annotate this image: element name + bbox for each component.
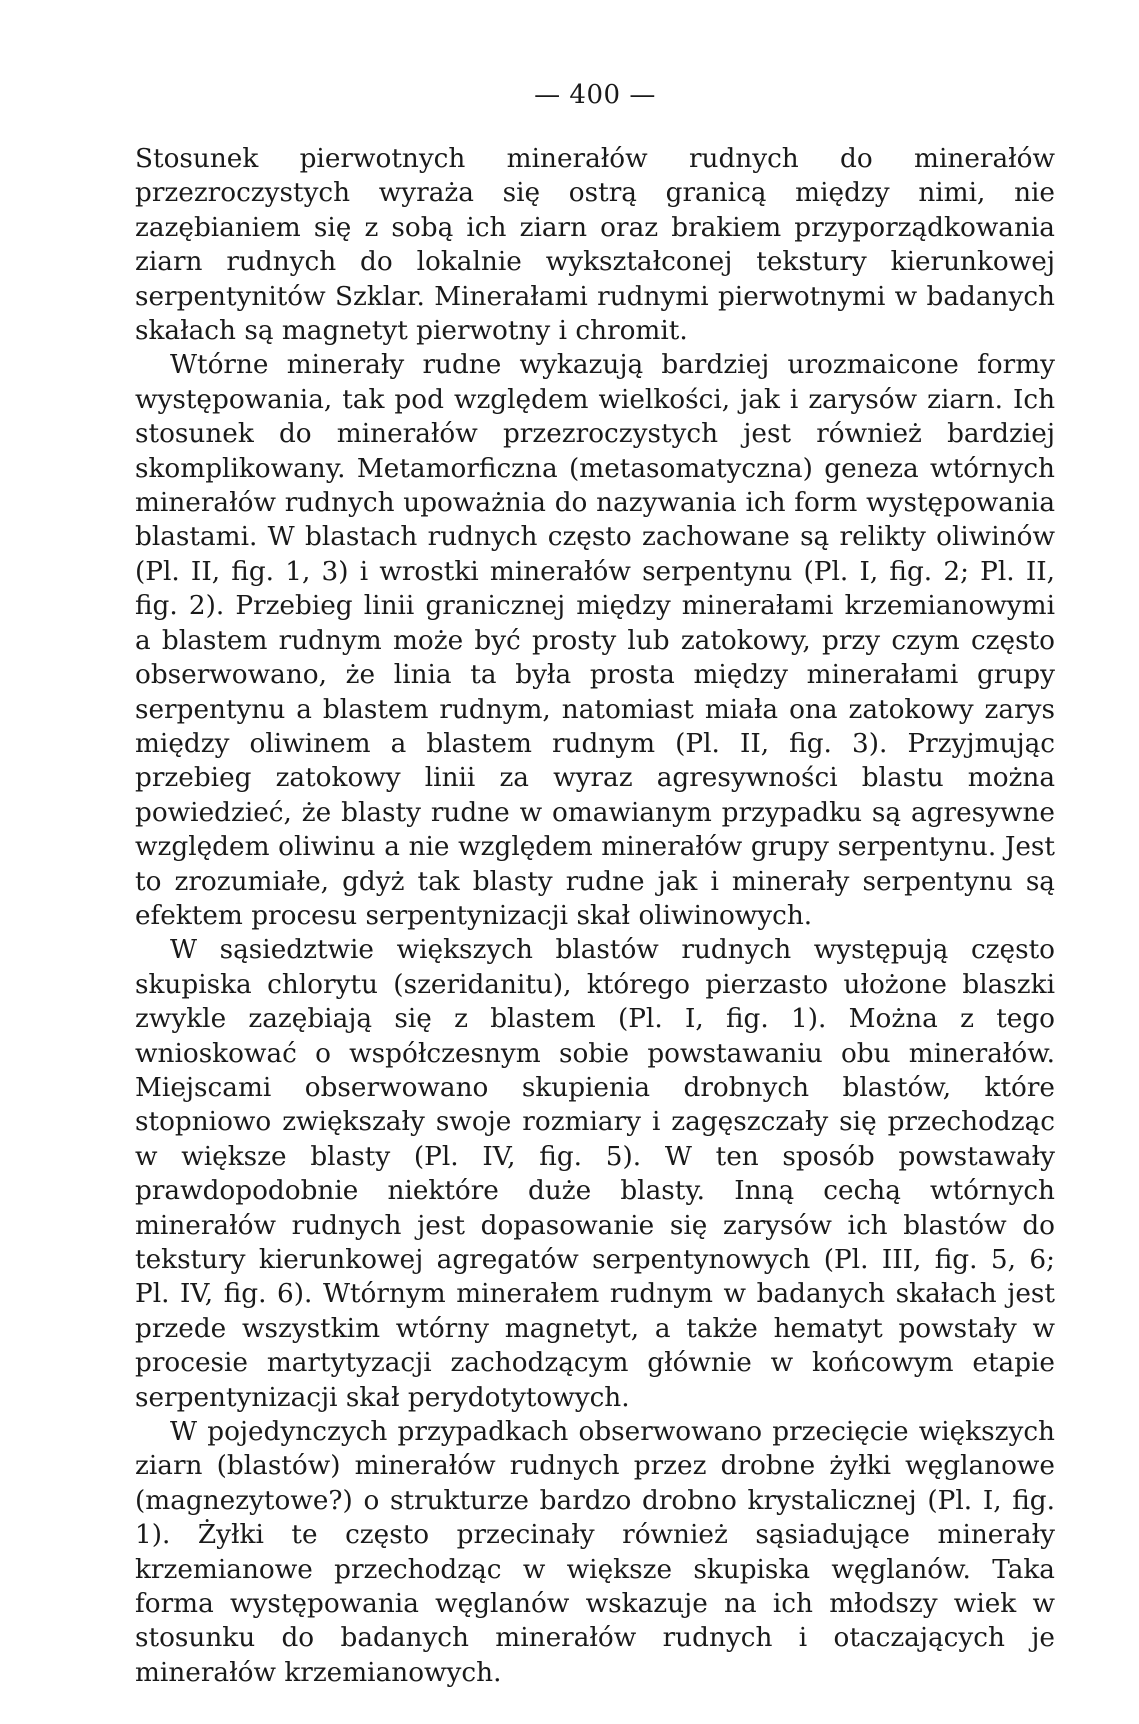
paragraph-1: Stosunek pierwotnych minerałów rudnych do minerałów przezroczystych wyraża się ostrą granicą między nimi, nie zazębianiem się z sobą ich ziarn oraz brakiem przyporządkowania ziarn rudnych do lokalnie wykształconej tekstury kierunkowej serpentynitów Szklar. Minerałami rudnymi pierwotnymi w badanych skałach są magnetyt pierwotny i chromit. <box>135 144 1055 347</box>
page-number: — 400 — <box>534 80 656 110</box>
paragraph-3: W sąsiedztwie większych blastów rudnych występują często skupiska chlorytu (szeridanitu), którego pierzasto ułożone blaszki zwykle zazębiają się z blastem (Pl. I, fig. 1). Można z tego wnioskować o współczesnym sobie powstawaniu obu minerałów. Miejscami obserwowano skupienia drobnych blastów, które stopniowo zwiększały swoje rozmiary i zagęszczały się przechodząc w większe blasty (Pl. IV, fig. 5). W ten sposób powstawały prawdopodobnie niektóre duże blasty. Inną cechą wtórnych minerałów rudnych jest dopasowanie się zarysów ich blastów do tekstury kierunkowej agregatów serpentynowych (Pl. III, fig. 5, 6; Pl. IV, fig. 6). Wtórnym minerałem rudnym w badanych skałach jest przede wszystkim wtórny magnetyt, a także hematyt powstały w procesie martytyzacji zachodzącym głównie w końcowym etapie serpentynizacji skał perydotytowych. <box>135 935 1055 1413</box>
document-page <box>135 78 1055 1690</box>
paragraph-4: W pojedynczych przypadkach obserwowano przecięcie większych ziarn (blastów) minerałów rudnych przez drobne żyłki węglanowe (magnezytowe?) o strukturze bardzo drobno krystalicznej (Pl. I, fig. 1). Żyłki te często przecinały również sąsiadujące minerały krzemianowe przechodząc w większe skupiska węglanów. Taka forma występowania węglanów wskazuje na ich młodszy wiek w stosunku do badanych minerałów rudnych i otaczających je minerałów krzemianowych. <box>135 1417 1055 1688</box>
paragraph-2: Wtórne minerały rudne wykazują bardziej urozmaicone formy występowania, tak pod względem wielkości, jak i zarysów ziarn. Ich stosunek do minerałów przezroczystych jest również bardziej skomplikowany. Metamorficzna (metasomatyczna) geneza wtórnych minerałów rudnych upoważnia do nazywania ich form występowania blastami. W blastach rudnych często zachowane są relikty oliwinów (Pl. II, fig. 1, 3) i wrostki minerałów serpentynu (Pl. I, fig. 2; Pl. II, fig. 2). Przebieg linii granicznej między minerałami krzemianowymi a blastem rudnym może być prosty lub zatokowy, przy czym często obserwowano, że linia ta była prosta między minerałami grupy serpentynu a blastem rudnym, natomiast miała ona zatokowy zarys między oliwinem a blastem rudnym (Pl. II, fig. 3). Przyjmując przebieg zatokowy linii za wyraz agresywności blastu można powiedzieć, że blasty rudne w omawianym przypadku są agresywne względem oliwinu a nie względem minerałów grupy serpentynu. Jest to zrozumiałe, gdyż tak blasty rudne jak i minerały serpentynu są efektem procesu serpentynizacji skał oliwinowych. <box>135 350 1055 931</box>
